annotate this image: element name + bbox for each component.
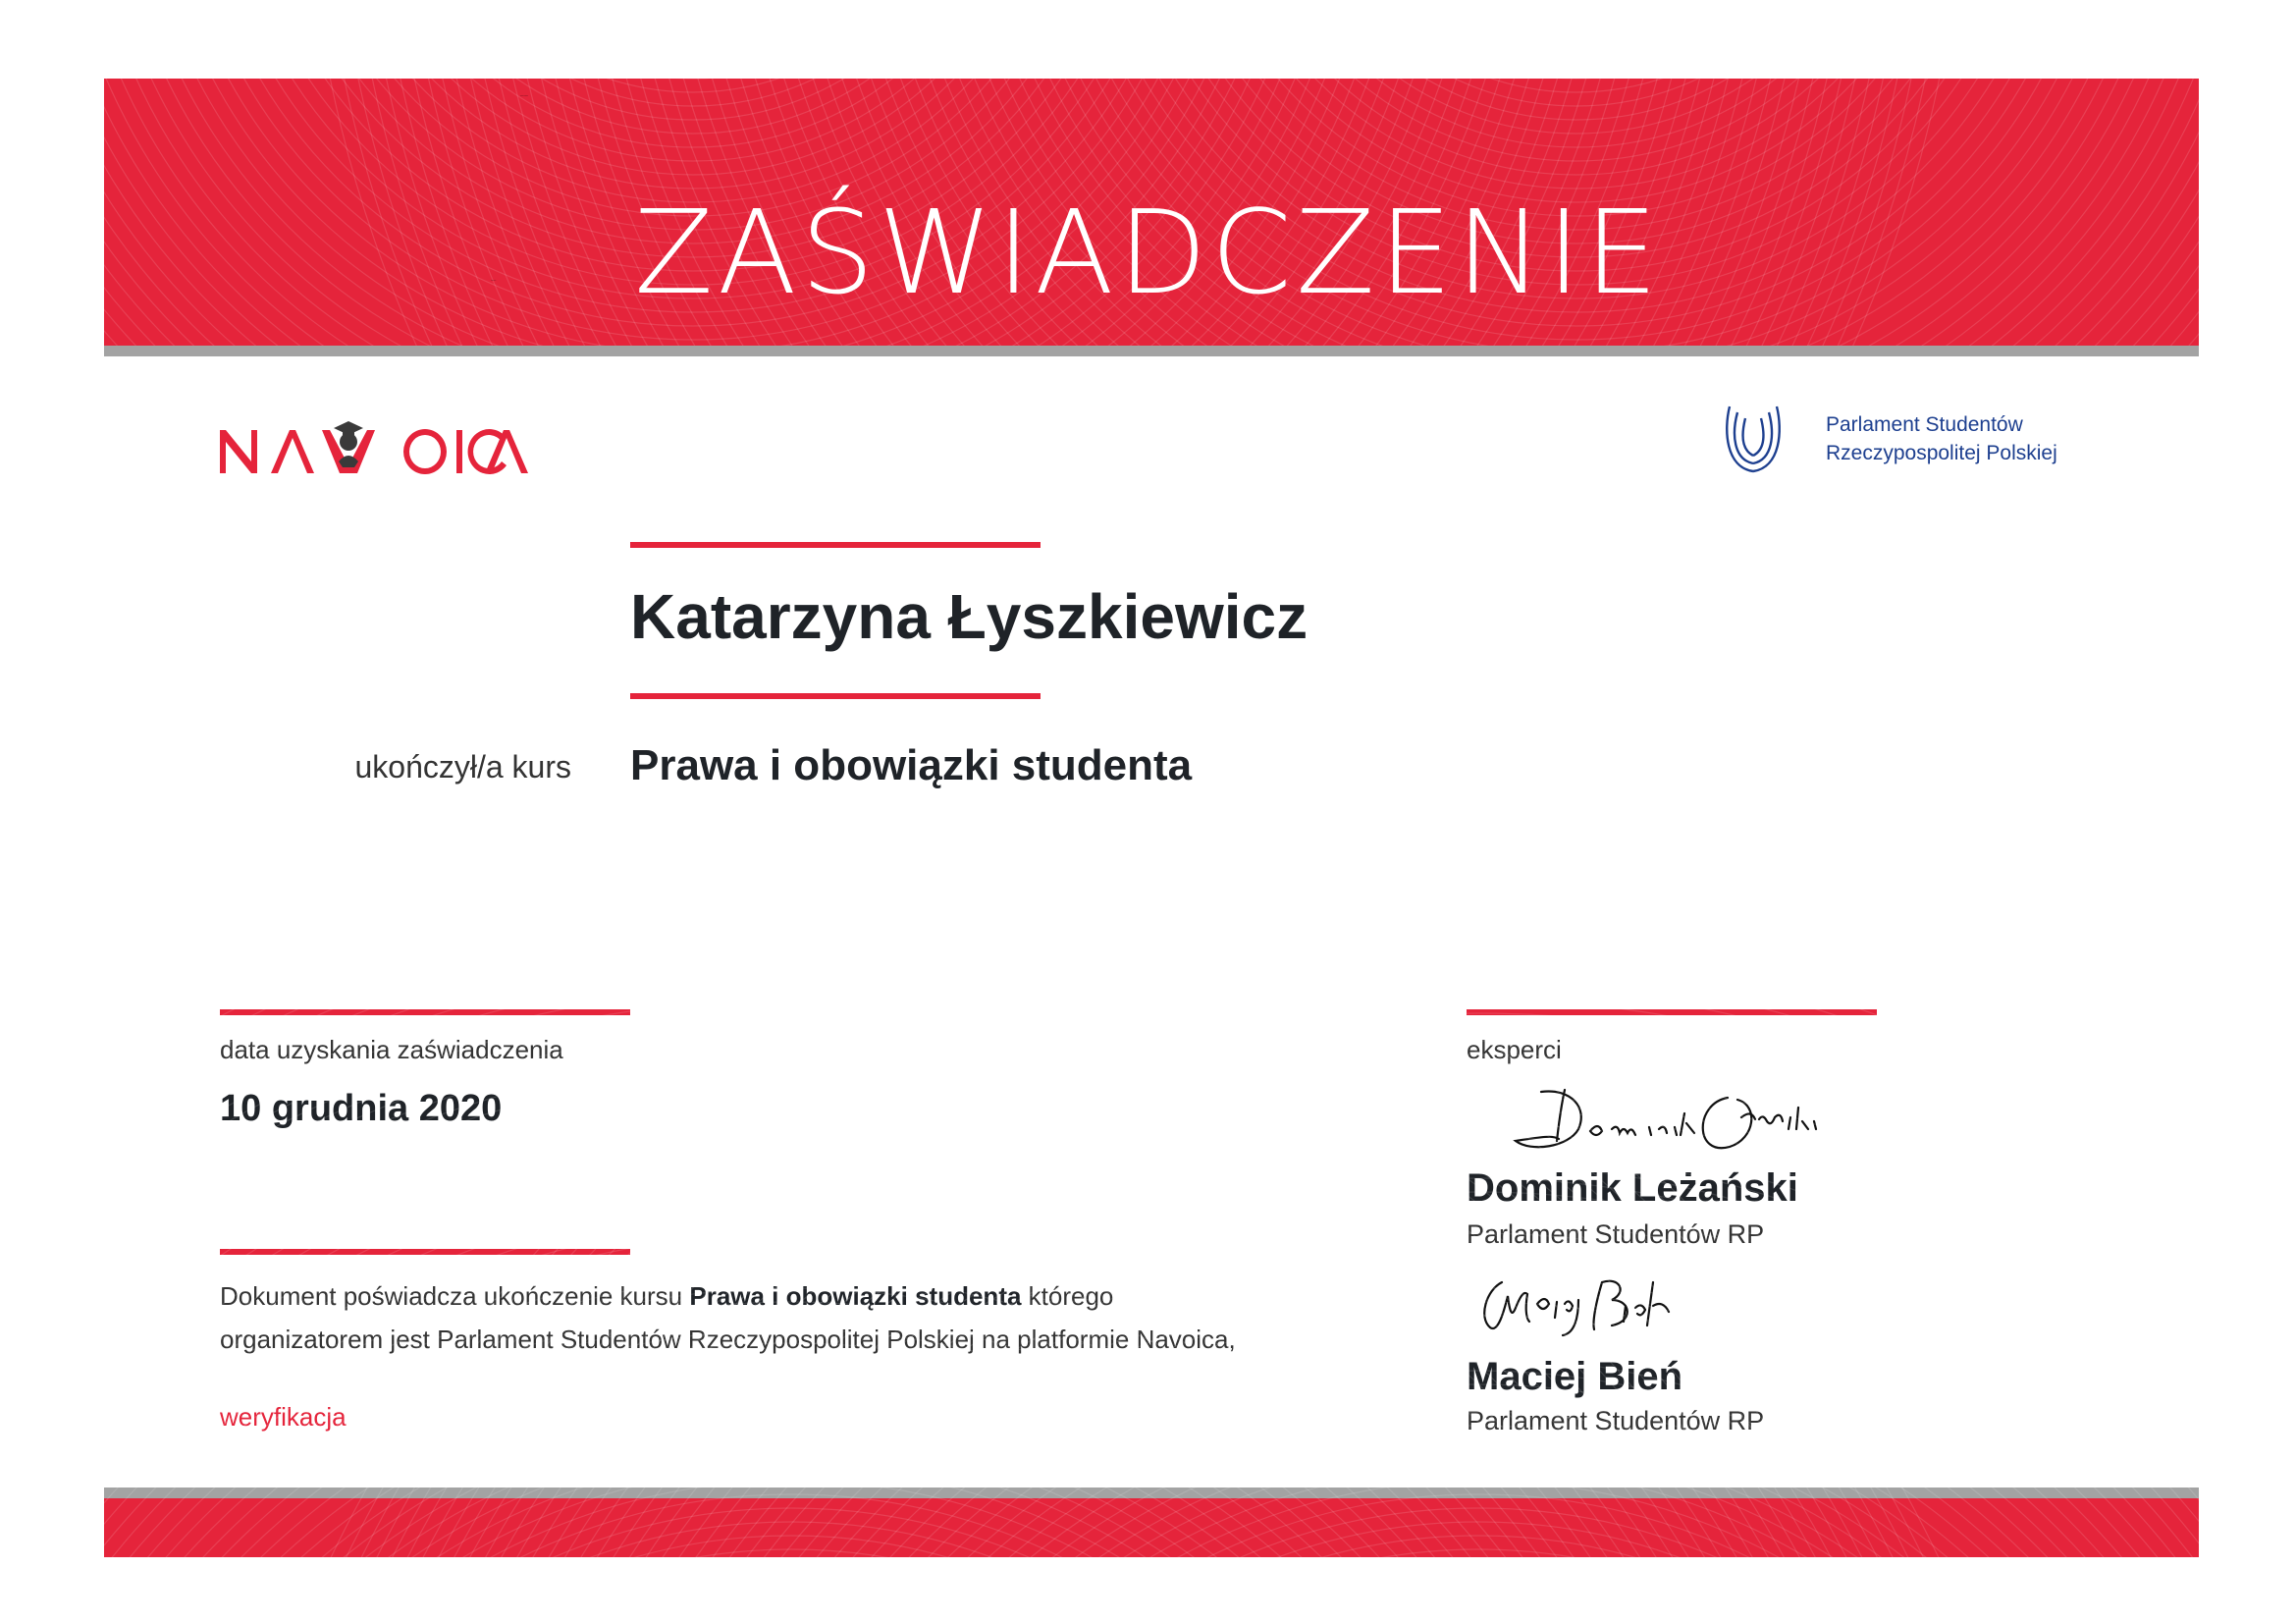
navoica-logo	[214, 391, 528, 489]
recipient-name: Katarzyna Łyszkiewicz	[630, 581, 1308, 652]
date-value: 10 grudnia 2020	[220, 1088, 503, 1129]
certificate-title: ZAŚWIADCZENIE	[634, 185, 1662, 320]
expert-1-organization: Parlament Studentów RP	[1467, 1219, 1765, 1249]
document-text-after: którego organizatorem jest Parlament Studentów Rzeczypospolitej Polskiej na platformie Navoica,	[220, 1281, 1236, 1354]
verification-link[interactable]: weryfikacja	[220, 1402, 347, 1432]
name-top-rule	[630, 542, 1041, 548]
experts-label: eksperci	[1467, 1035, 1562, 1064]
psrp-logo-text	[1826, 410, 2057, 467]
banner-pattern	[104, 1498, 2199, 1557]
name-bottom-rule	[630, 693, 1041, 699]
document-course-name: Prawa i obowiązki studenta	[689, 1281, 1022, 1311]
psrp-line-1: Parlament Studentów	[1826, 413, 2023, 436]
signature-dominik-name: Dominik Leżański	[520, 96, 528, 97]
expert-1-name: Dominik Leżański	[1467, 1166, 1798, 1210]
expert-2-name: Maciej Bień	[1467, 1355, 1683, 1398]
course-name: Prawa i obowiązki studenta	[630, 741, 1193, 789]
date-rule	[220, 1009, 630, 1015]
expert-2-organization: Parlament Studentów RP	[1467, 1406, 1765, 1435]
bottom-banner	[104, 1498, 2199, 1557]
course-prefix: ukończył/a kurs	[354, 749, 571, 784]
document-text-before: Dokument poświadcza ukończenie kursu	[220, 1281, 690, 1311]
date-label: data uzyskania zaświadczenia	[220, 1035, 563, 1064]
signature-maciej-name: Maciej Bień	[491, 281, 497, 282]
top-gray-stripe	[104, 346, 2199, 356]
psrp-line-2: Rzeczypospolitej Polskiej	[1826, 442, 2057, 464]
